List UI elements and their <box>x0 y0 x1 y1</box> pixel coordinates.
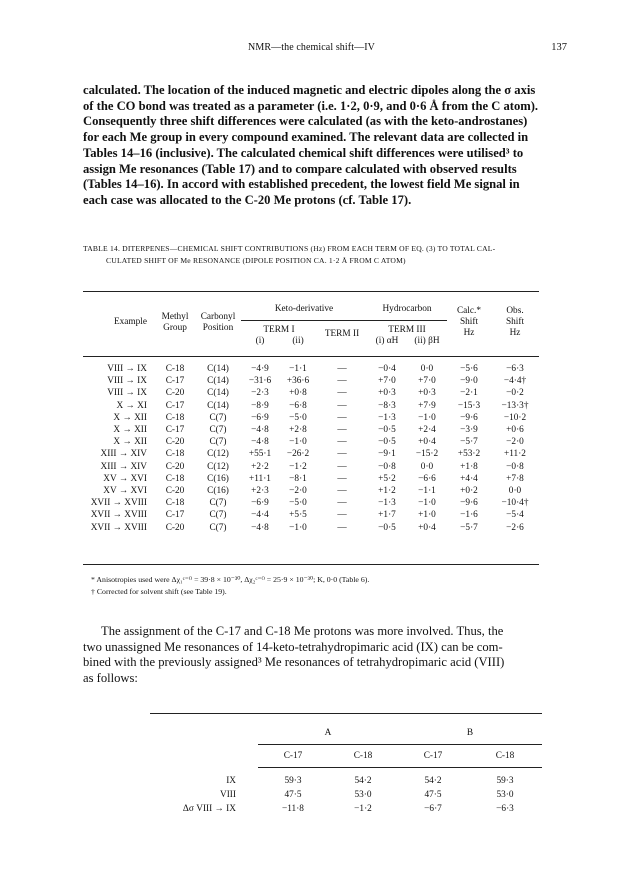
header-term-2: TERM II <box>324 328 360 339</box>
table-cell: — <box>337 449 347 460</box>
table-cell: C(14) <box>207 376 229 387</box>
table-cell: −1·3 <box>378 498 396 509</box>
table-cell: −9·0 <box>460 376 478 387</box>
table-cell: C(7) <box>209 522 227 533</box>
text-line: Consequently three shift differences were calculated (as with the keto-androstanes) <box>83 114 528 129</box>
table-14-footnotes <box>83 574 539 598</box>
row-label: IX <box>226 776 236 786</box>
table-cell: C-17 <box>165 400 185 411</box>
header-term-3-i: (i) αH <box>375 336 399 346</box>
header-term-3-ii: (ii) βH <box>414 336 440 346</box>
table-cell: +0·8 <box>289 388 307 399</box>
table-cell: −0·2 <box>506 388 524 399</box>
table-cell: −5·4 <box>506 510 524 521</box>
table-cell: C-20 <box>165 522 185 533</box>
text-line: calculated. The location of the induced magnetic and electric dipoles along the σ axis <box>83 83 536 97</box>
table-cell: −8·9 <box>251 400 269 411</box>
table-cell: C(7) <box>209 498 227 509</box>
header-keto-derivative: Keto-derivative <box>241 298 367 321</box>
table-cell: +11·2 <box>504 449 526 460</box>
row-label: Δσ VIII → IX <box>182 804 236 814</box>
table-cell: — <box>337 364 347 375</box>
table-cell: +53·2 <box>457 449 481 460</box>
table-cell: — <box>337 437 347 448</box>
table-14-caption <box>83 243 539 268</box>
table-cell: −9·6 <box>460 412 478 423</box>
table-cell: VIII → IX <box>107 376 147 387</box>
table-cell: — <box>337 498 347 509</box>
table-row <box>83 473 539 485</box>
table-cell: VIII → IX <box>107 364 147 375</box>
table-14-bottom-rule <box>83 564 539 565</box>
table-cell: — <box>337 473 347 484</box>
text-line: two unassigned Me resonances of 14-keto-tetrahydropimaric acid (IX) can be com- <box>83 639 503 654</box>
table-cell: +1·2 <box>378 485 396 496</box>
table-cell: −6·8 <box>289 400 307 411</box>
header-hydrocarbon: Hydrocarbon <box>367 298 447 321</box>
text-line: assign Me resonances (Table 17) and to compare calculated with observed results <box>83 161 517 176</box>
table-cell: C-18 <box>165 498 185 509</box>
group-b-label: B <box>466 728 474 738</box>
paragraph-1 <box>83 83 539 209</box>
table-14-top-rule <box>83 291 539 292</box>
table-cell: +7·9 <box>418 400 436 411</box>
table-cell: −4·9 <box>251 364 269 375</box>
table-cell: +2·4 <box>418 425 436 436</box>
table-cell: −5·7 <box>460 522 478 533</box>
table-cell: — <box>337 400 347 411</box>
table-cell: +0·4 <box>418 437 436 448</box>
table-cell: −4·8 <box>251 522 269 533</box>
table-cell: −6·9 <box>251 498 269 509</box>
table-cell: 59·3 <box>284 776 302 786</box>
table-cell: −1·2 <box>289 461 307 472</box>
footnote-anisotropies: * Anisotropies used were Δχ₁ᶜ⁼ᴼ = 39·8 × 10⁻³⁰, Δχ₂ᶜ⁼ᴼ = 25·9 × 10⁻³⁰; K, 0·0 (Table 6). <box>91 575 370 584</box>
table-cell: C-17 <box>165 376 185 387</box>
table-cell: C(14) <box>207 388 229 399</box>
table-cell: +36·6 <box>286 376 310 387</box>
table-cell: +1·8 <box>460 461 478 472</box>
table-cell: −6·9 <box>251 412 269 423</box>
table-cell: +0·3 <box>378 388 396 399</box>
table-cell: +2·3 <box>251 485 269 496</box>
header-term-3: TERM III <box>388 325 426 335</box>
table-cell: 53·0 <box>496 790 514 800</box>
table-cell: −1·0 <box>289 522 307 533</box>
table-cell: −15·2 <box>415 449 439 460</box>
table-cell: −9·6 <box>460 498 478 509</box>
text-line: (Tables 14–16). In accord with established precedent, the lowest field Me signal in <box>83 177 520 192</box>
table-cell: +7·0 <box>378 376 396 387</box>
table-cell: C-18 <box>165 473 185 484</box>
table-row <box>83 448 539 460</box>
table-cell: XVII → XVIII <box>90 522 147 533</box>
table-cell: +7·8 <box>506 473 524 484</box>
table-cell: 54·2 <box>424 776 442 786</box>
table-row <box>83 387 539 399</box>
table-cell: −10·4† <box>501 498 529 509</box>
table-cell: 0·0 <box>420 364 434 375</box>
table-cell: +0·3 <box>418 388 436 399</box>
table-cell: −4·8 <box>251 425 269 436</box>
table-row <box>83 375 539 387</box>
table-cell: −1·2 <box>354 804 372 814</box>
table-cell: −0·4 <box>378 364 396 375</box>
table-cell: C-18 <box>165 364 185 375</box>
table-row <box>83 363 539 375</box>
table-row <box>83 497 539 509</box>
table-row <box>83 412 539 424</box>
running-header <box>0 42 623 56</box>
header-example: Example <box>113 317 147 327</box>
table-cell: −1·6 <box>460 510 478 521</box>
table-cell: C-18 <box>165 449 185 460</box>
table-cell: XVII → XVIII <box>90 498 147 509</box>
caption-line: CULATED SHIFT OF Me RESONANCE (DIPOLE POSITION CA. 1·2 Å FROM C ATOM) <box>106 256 406 266</box>
table-cell: −0·8 <box>506 461 524 472</box>
table-cell: C(16) <box>207 473 229 484</box>
table-cell: −5·6 <box>460 364 478 375</box>
table-cell: −2·0 <box>289 485 307 496</box>
table-cell: C(7) <box>209 437 227 448</box>
table-row <box>150 774 542 788</box>
table-cell: −11·8 <box>282 804 304 814</box>
table-cell: C-20 <box>165 388 185 399</box>
table-cell: 47·5 <box>424 790 442 800</box>
table-cell: X → XII <box>113 437 147 448</box>
table-row <box>83 461 539 473</box>
table-cell: +0·6 <box>506 425 524 436</box>
table-cell: +5·2 <box>378 473 396 484</box>
table-row <box>83 509 539 521</box>
table-cell: −6·6 <box>418 473 436 484</box>
table-cell: +4·4 <box>460 473 478 484</box>
table-cell: −4·4 <box>251 510 269 521</box>
table-cell: XIII → XIV <box>100 461 147 472</box>
text-line: bined with the previously assigned³ Me resonances of tetrahydropimaric acid (VIII) <box>83 655 505 670</box>
table-cell: −9·1 <box>378 449 396 460</box>
footnote-solvent-shift: † Corrected for solvent shift (see Table 19). <box>91 587 227 596</box>
text-line: as follows: <box>83 671 138 686</box>
table-cell: — <box>337 412 347 423</box>
table-cell: −0·5 <box>378 437 396 448</box>
header-term-1: TERM I <box>263 325 295 335</box>
table-cell: C-20 <box>165 461 185 472</box>
table-cell: −4·4† <box>503 376 527 387</box>
table-cell: −2·3 <box>251 388 269 399</box>
page-number: 137 <box>551 42 567 53</box>
table-cell: −0·5 <box>378 522 396 533</box>
column-header: C-18 <box>328 745 398 768</box>
table-cell: −1·0 <box>289 437 307 448</box>
table-cell: 53·0 <box>354 790 372 800</box>
column-header: C-18 <box>468 745 542 768</box>
table-cell: −4·8 <box>251 437 269 448</box>
table-cell: −8·3 <box>378 400 396 411</box>
table-row <box>83 436 539 448</box>
table-cell: C-17 <box>165 510 185 521</box>
table-cell: −1·3 <box>378 412 396 423</box>
table-cell: XIII → XIV <box>100 449 147 460</box>
column-header: C-17 <box>258 745 328 768</box>
text-line: each case was allocated to the C-20 Me protons (cf. Table 17). <box>83 192 412 207</box>
table-14 <box>83 298 539 534</box>
row-label: VIII <box>219 790 236 800</box>
table-cell: X → XII <box>113 412 147 423</box>
table-cell: −1·1 <box>418 485 436 496</box>
table-cell: −5·7 <box>460 437 478 448</box>
header-obs-shift: Obs. Shift Hz <box>505 306 525 338</box>
table-cell: −1·0 <box>418 498 436 509</box>
table-cell: +55·1 <box>248 449 272 460</box>
table-cell: +11·1 <box>249 473 271 484</box>
table-cell: 47·5 <box>284 790 302 800</box>
table-cell: −6·3 <box>496 804 514 814</box>
table-cell: C(14) <box>207 364 229 375</box>
running-title: NMR—the chemical shift—IV <box>248 42 375 53</box>
table-cell: C-18 <box>165 412 185 423</box>
caption-line: TABLE 14. DITERPENES—CHEMICAL SHIFT CONTRIBUTIONS (Hz) FROM EACH TERM OF EQ. (3) TO TOTAL CAL- <box>83 244 496 253</box>
table-cell: +1·0 <box>418 510 436 521</box>
table-cell: C(12) <box>207 449 229 460</box>
table-cell: X → XII <box>113 425 147 436</box>
table-row <box>83 400 539 412</box>
table-cell: −13·3† <box>501 400 529 411</box>
table-cell: C(16) <box>207 485 229 496</box>
table-cell: +5·5 <box>289 510 307 521</box>
table-cell: — <box>337 376 347 387</box>
table-cell: — <box>337 461 347 472</box>
table-row <box>83 521 539 533</box>
table-cell: −31·6 <box>248 376 272 387</box>
table-cell: 54·2 <box>354 776 372 786</box>
table-cell: −10·2 <box>503 412 527 423</box>
table-cell: — <box>337 510 347 521</box>
table-cell: C(7) <box>209 510 227 521</box>
column-header: C-17 <box>398 745 468 768</box>
table-cell: XV → XVI <box>103 473 147 484</box>
table-cell: −5·0 <box>289 498 307 509</box>
table-row <box>150 788 542 802</box>
table-row <box>150 802 542 816</box>
table-cell: −26·2 <box>286 449 310 460</box>
table-cell: C-20 <box>165 437 185 448</box>
table-cell: −1·1 <box>289 364 307 375</box>
table-cell: — <box>337 485 347 496</box>
table-cell: C-20 <box>165 485 185 496</box>
table-cell: −15·3 <box>457 400 481 411</box>
table-cell: +0·4 <box>418 522 436 533</box>
table-cell: −3·9 <box>460 425 478 436</box>
paragraph-2 <box>83 624 539 687</box>
table-row <box>83 485 539 497</box>
table-cell: +0·2 <box>460 485 478 496</box>
header-term-1-i: (i) <box>255 336 265 346</box>
table-cell: 59·3 <box>496 776 514 786</box>
table-cell: XV → XVI <box>103 485 147 496</box>
text-line: The assignment of the C-17 and C-18 Me protons was more involved. Thus, the <box>101 624 504 638</box>
table-cell: — <box>337 388 347 399</box>
table-ab-top-rule <box>150 713 542 714</box>
table-cell: +1·7 <box>378 510 396 521</box>
table-cell: X → XI <box>116 400 147 411</box>
table-cell: −2·1 <box>460 388 478 399</box>
group-a-label: A <box>324 728 332 738</box>
table-cell: — <box>337 522 347 533</box>
table-cell: −2·6 <box>506 522 524 533</box>
table-cell: C(7) <box>209 425 227 436</box>
table-cell: −6·7 <box>424 804 442 814</box>
table-cell: — <box>337 425 347 436</box>
header-calc-shift: Calc.* Shift Hz <box>456 306 481 338</box>
text-line: for each Me group in every compound examined. The relevant data are collected in <box>83 130 529 145</box>
table-cell: 0·0 <box>508 485 522 496</box>
table-ab <box>150 722 542 816</box>
text-line: Tables 14–16 (inclusive). The calculated chemical shift differences were utilised³ to <box>83 145 524 160</box>
table-cell: C(12) <box>207 461 229 472</box>
table-row <box>83 424 539 436</box>
table-cell: C-17 <box>165 425 185 436</box>
text-line: of the CO bond was treated as a parameter (i.e. 1·2, 0·9, and 0·6 Å from the C atom). <box>83 98 539 113</box>
table-cell: C(14) <box>207 400 229 411</box>
table-cell: −2·0 <box>506 437 524 448</box>
table-cell: C(7) <box>209 412 227 423</box>
header-methyl-group: Methyl Group <box>161 311 189 333</box>
table-cell: +2·2 <box>251 461 269 472</box>
table-cell: −6·3 <box>506 364 524 375</box>
table-cell: −5·0 <box>289 412 307 423</box>
table-cell: XVII → XVIII <box>90 510 147 521</box>
table-cell: −1·0 <box>418 412 436 423</box>
table-cell: +7·0 <box>418 376 436 387</box>
table-cell: −0·5 <box>378 425 396 436</box>
table-cell: 0·0 <box>420 461 434 472</box>
table-cell: −0·8 <box>378 461 396 472</box>
table-cell: VIII → IX <box>107 388 147 399</box>
table-cell: −8·1 <box>289 473 307 484</box>
header-term-1-ii: (ii) <box>292 336 304 346</box>
table-cell: +2·8 <box>289 425 307 436</box>
header-carbonyl-position: Carbonyl Position <box>200 311 236 333</box>
